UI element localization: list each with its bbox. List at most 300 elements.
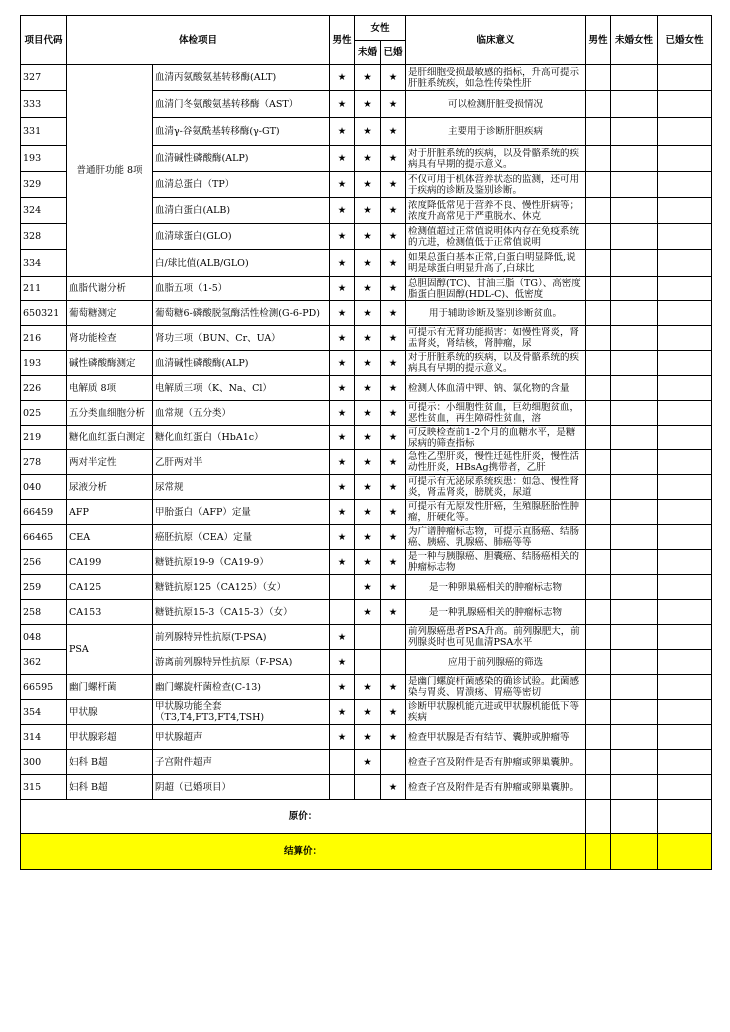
mark-male-cell: ★ <box>330 550 355 575</box>
price-married-female-cell[interactable] <box>658 426 712 450</box>
group-cell-psa: PSA <box>67 625 153 675</box>
price-male-cell[interactable] <box>586 326 611 351</box>
price-male-cell[interactable] <box>586 700 611 725</box>
mark-male-cell: ★ <box>330 198 355 224</box>
group-cell: 妇科 B超 <box>67 775 153 800</box>
price-unmarried-female-cell[interactable] <box>611 401 658 426</box>
header-male-price: 男性 <box>586 16 611 65</box>
price-unmarried-female-cell[interactable] <box>611 351 658 376</box>
clinical-meaning-text: 是一种与胰腺癌、胆囊癌、结肠癌相关的肿瘤标志物 <box>408 551 580 573</box>
price-married-female-cell[interactable] <box>658 250 712 277</box>
price-unmarried-female-cell[interactable] <box>611 550 658 575</box>
price-male-cell[interactable] <box>586 475 611 500</box>
mark-married-cell: ★ <box>381 250 406 277</box>
mark-unmarried-cell: ★ <box>355 700 381 725</box>
mark-married-cell: ★ <box>381 277 406 301</box>
price-male-cell[interactable] <box>586 118 611 146</box>
item-code-cell: 315 <box>21 775 67 800</box>
clinical-meaning-text: 是肝细胞受损最敏感的指标，升高可提示肝脏系统疾，如急性传染性肝 <box>408 66 580 89</box>
price-married-female-cell[interactable] <box>658 550 712 575</box>
table-row <box>21 277 712 301</box>
price-male-cell[interactable] <box>586 301 611 326</box>
clinical-meaning-text: 可提示有无原发性肝癌，生殖腺胚胎性肿瘤，肝硬化等。 <box>408 501 580 523</box>
clinical-meaning-cell <box>406 250 586 277</box>
clinical-meaning-text: 诊断甲状腺机能亢进或甲状腺机能低下等疾病 <box>408 701 580 723</box>
mark-unmarried-cell: ★ <box>355 351 381 376</box>
item-name-cell: 血清门冬氨酸氨基转移酶（AST） <box>153 91 330 118</box>
settlement-price-unmarried-female-cell[interactable] <box>611 834 658 870</box>
price-male-cell[interactable] <box>586 525 611 550</box>
item-code-cell: 66595 <box>21 675 67 700</box>
table-row <box>21 301 712 326</box>
item-code-cell: 048 <box>21 625 67 650</box>
group-cell: CA153 <box>67 600 153 625</box>
item-code-cell: 226 <box>21 376 67 401</box>
price-unmarried-female-cell[interactable] <box>611 525 658 550</box>
item-name-cell: 血清碱性磷酸酶(ALP) <box>153 351 330 376</box>
clinical-meaning-cell <box>406 625 586 650</box>
mark-male-cell <box>330 575 355 600</box>
header-row-1 <box>21 16 712 41</box>
item-code-cell: 258 <box>21 600 67 625</box>
price-unmarried-female-cell[interactable] <box>611 91 658 118</box>
mark-married-cell: ★ <box>381 146 406 172</box>
clinical-meaning-text: 检测值超过正常值说明体内存在免疫系统的亢进，检测值低于正常值说明 <box>408 225 580 248</box>
mark-married-cell: ★ <box>381 700 406 725</box>
price-married-female-cell[interactable] <box>658 450 712 475</box>
mark-married-cell <box>381 625 406 650</box>
price-married-female-cell[interactable] <box>658 775 712 800</box>
price-unmarried-female-cell[interactable] <box>611 725 658 750</box>
item-code-cell: 650321 <box>21 301 67 326</box>
settlement-price-row <box>21 834 712 870</box>
price-married-female-cell[interactable] <box>658 625 712 650</box>
price-unmarried-female-cell[interactable] <box>611 475 658 500</box>
mark-male-cell: ★ <box>330 277 355 301</box>
mark-unmarried-cell: ★ <box>355 600 381 625</box>
price-married-female-cell[interactable] <box>658 172 712 198</box>
price-married-female-cell[interactable] <box>658 725 712 750</box>
price-unmarried-female-cell[interactable] <box>611 625 658 650</box>
item-name-cell: 血常规（五分类） <box>153 401 330 426</box>
table-row <box>21 625 712 650</box>
item-name-cell: 血脂五项（1-5） <box>153 277 330 301</box>
mark-unmarried-cell: ★ <box>355 426 381 450</box>
price-unmarried-female-cell[interactable] <box>611 775 658 800</box>
clinical-meaning-cell <box>406 224 586 250</box>
item-code-cell: 66465 <box>21 525 67 550</box>
table-row <box>21 700 712 725</box>
clinical-meaning-text: 对于肝脏系统的疾病，以及骨骼系统的疾病具有早期的提示意义。 <box>408 147 580 170</box>
price-unmarried-female-cell[interactable] <box>611 450 658 475</box>
price-unmarried-female-cell[interactable] <box>611 500 658 525</box>
mark-unmarried-cell <box>355 775 381 800</box>
mark-married-cell: ★ <box>381 65 406 91</box>
mark-unmarried-cell: ★ <box>355 326 381 351</box>
group-cell: 两对半定性 <box>67 450 153 475</box>
mark-married-cell: ★ <box>381 600 406 625</box>
mark-male-cell: ★ <box>330 224 355 250</box>
clinical-meaning-cell <box>406 700 586 725</box>
price-unmarried-female-cell[interactable] <box>611 750 658 775</box>
header-unmarried-female-price: 未婚女性 <box>611 16 658 65</box>
mark-male-cell: ★ <box>330 146 355 172</box>
clinical-meaning-text: 浓度降低常见于营养不良、慢性肝病等；浓度升高常见于严重脱水、休克 <box>408 199 580 222</box>
mark-male-cell: ★ <box>330 250 355 277</box>
mark-unmarried-cell: ★ <box>355 550 381 575</box>
mark-male-cell: ★ <box>330 650 355 675</box>
item-name-cell: 阴超（已婚项目） <box>153 775 330 800</box>
price-married-female-cell[interactable] <box>658 401 712 426</box>
clinical-meaning-text: 是一种卵巢癌相关的肿瘤标志物 <box>429 581 563 593</box>
price-male-cell[interactable] <box>586 550 611 575</box>
group-cell: 碱性磷酸酶测定 <box>67 351 153 376</box>
clinical-meaning-cell <box>406 118 586 146</box>
item-name-cell: 血清γ-谷氨酰基转移酶(γ-GT) <box>153 118 330 146</box>
mark-unmarried-cell: ★ <box>355 376 381 401</box>
table-row <box>21 475 712 500</box>
clinical-meaning-text: 如果总蛋白基本正常,白蛋白明显降低,说明是球蛋白明显升高了,白球比 <box>408 252 576 274</box>
group-cell: CA199 <box>67 550 153 575</box>
mark-male-cell: ★ <box>330 351 355 376</box>
mark-unmarried-cell: ★ <box>355 500 381 525</box>
mark-unmarried-cell: ★ <box>355 146 381 172</box>
original-price-row <box>21 800 712 834</box>
clinical-meaning-cell <box>406 351 586 376</box>
item-code-cell: 334 <box>21 250 67 277</box>
price-male-cell[interactable] <box>586 675 611 700</box>
clinical-meaning-cell <box>406 575 586 600</box>
item-code-cell: 333 <box>21 91 67 118</box>
item-name-cell: 前列腺特异性抗原(T-PSA) <box>153 625 330 650</box>
price-male-cell[interactable] <box>586 65 611 91</box>
mark-married-cell: ★ <box>381 775 406 800</box>
table-row <box>21 65 712 91</box>
clinical-meaning-text: 可提示有无肾功能损害：如慢性肾炎，肾盂肾炎，肾结核，肾肿瘤，尿 <box>408 327 580 349</box>
mark-male-cell: ★ <box>330 118 355 146</box>
price-unmarried-female-cell[interactable] <box>611 65 658 91</box>
clinical-meaning-text: 前列腺癌患者PSA升高。前列腺肥大，前列腺炎时也可见血清PSA水平 <box>408 626 580 648</box>
clinical-meaning-cell <box>406 326 586 351</box>
group-cell: 糖化血红蛋白测定 <box>67 426 153 450</box>
item-name-cell: 血清球蛋白(GLO) <box>153 224 330 250</box>
table-row <box>21 500 712 525</box>
clinical-meaning-cell <box>406 475 586 500</box>
price-married-female-cell[interactable] <box>658 750 712 775</box>
price-married-female-cell[interactable] <box>658 351 712 376</box>
table-row <box>21 575 712 600</box>
price-married-female-cell[interactable] <box>658 277 712 301</box>
mark-married-cell: ★ <box>381 500 406 525</box>
item-code-cell: 362 <box>21 650 67 675</box>
price-unmarried-female-cell[interactable] <box>611 198 658 224</box>
mark-male-cell: ★ <box>330 675 355 700</box>
item-name-cell: 血清碱性磷酸酶(ALP) <box>153 146 330 172</box>
mark-married-cell: ★ <box>381 351 406 376</box>
price-unmarried-female-cell[interactable] <box>611 600 658 625</box>
group-cell: 尿液分析 <box>67 475 153 500</box>
price-married-female-cell[interactable] <box>658 675 712 700</box>
price-unmarried-female-cell[interactable] <box>611 118 658 146</box>
table-row <box>21 450 712 475</box>
group-cell: 幽门螺杆菌 <box>67 675 153 700</box>
item-name-cell: 血清白蛋白(ALB) <box>153 198 330 224</box>
price-male-cell[interactable] <box>586 376 611 401</box>
price-male-cell[interactable] <box>586 426 611 450</box>
table-row <box>21 401 712 426</box>
price-male-cell[interactable] <box>586 625 611 650</box>
clinical-meaning-text: 应用于前列腺癌的筛选 <box>448 656 544 668</box>
mark-married-cell: ★ <box>381 376 406 401</box>
item-code-cell: 328 <box>21 224 67 250</box>
mark-married-cell: ★ <box>381 172 406 198</box>
mark-unmarried-cell: ★ <box>355 575 381 600</box>
clinical-meaning-text: 急性乙型肝炎，慢性迁延性肝炎，慢性活动性肝炎，HBsAg携带者，乙肝 <box>408 451 580 473</box>
price-unmarried-female-cell[interactable] <box>611 277 658 301</box>
mark-male-cell: ★ <box>330 326 355 351</box>
price-male-cell[interactable] <box>586 725 611 750</box>
mark-unmarried-cell: ★ <box>355 250 381 277</box>
clinical-meaning-cell <box>406 600 586 625</box>
item-name-cell: 血清丙氨酸氨基转移酶(ALT) <box>153 65 330 91</box>
original-price-label: 原价： <box>21 800 586 834</box>
price-married-female-cell[interactable] <box>658 198 712 224</box>
price-male-cell[interactable] <box>586 277 611 301</box>
clinical-meaning-cell <box>406 750 586 775</box>
group-cell: 电解质 8项 <box>67 376 153 401</box>
item-code-cell: 256 <box>21 550 67 575</box>
price-male-cell[interactable] <box>586 600 611 625</box>
item-code-cell: 331 <box>21 118 67 146</box>
price-male-cell[interactable] <box>586 91 611 118</box>
price-unmarried-female-cell[interactable] <box>611 675 658 700</box>
mark-male-cell <box>330 600 355 625</box>
mark-unmarried-cell: ★ <box>355 172 381 198</box>
item-name-cell: 糖链抗原125（CA125）（女） <box>153 575 330 600</box>
clinical-meaning-cell <box>406 65 586 91</box>
mark-unmarried-cell: ★ <box>355 301 381 326</box>
mark-married-cell: ★ <box>381 475 406 500</box>
checkup-table <box>20 15 712 870</box>
mark-male-cell: ★ <box>330 725 355 750</box>
price-unmarried-female-cell[interactable] <box>611 700 658 725</box>
price-male-cell[interactable] <box>586 650 611 675</box>
price-married-female-cell[interactable] <box>658 525 712 550</box>
mark-married-cell: ★ <box>381 725 406 750</box>
clinical-meaning-text: 可以检测肝脏受损情况 <box>448 98 544 110</box>
mark-unmarried-cell: ★ <box>355 401 381 426</box>
item-name-cell: 甲状腺功能全套（T3,T4,FT3,FT4,TSH) <box>153 700 330 725</box>
group-cell: CEA <box>67 525 153 550</box>
price-married-female-cell[interactable] <box>658 600 712 625</box>
mark-married-cell: ★ <box>381 450 406 475</box>
price-male-cell[interactable] <box>586 172 611 198</box>
item-code-cell: 040 <box>21 475 67 500</box>
clinical-meaning-cell <box>406 401 586 426</box>
original-price-married-female-cell[interactable] <box>658 800 712 834</box>
original-price-unmarried-female-cell[interactable] <box>611 800 658 834</box>
mark-married-cell: ★ <box>381 91 406 118</box>
item-code-cell: 193 <box>21 146 67 172</box>
mark-unmarried-cell: ★ <box>355 725 381 750</box>
price-male-cell[interactable] <box>586 750 611 775</box>
table-row <box>21 351 712 376</box>
clinical-meaning-text: 对于肝脏系统的疾病，以及骨骼系统的疾病具有早期的提示意义。 <box>408 352 580 374</box>
header-code: 项目代码 <box>21 16 67 65</box>
mark-unmarried-cell <box>355 625 381 650</box>
mark-male-cell: ★ <box>330 450 355 475</box>
mark-male-cell: ★ <box>330 301 355 326</box>
price-married-female-cell[interactable] <box>658 146 712 172</box>
price-male-cell[interactable] <box>586 450 611 475</box>
clinical-meaning-text: 可提示有无泌尿系统疾患：如急、慢性肾炎，肾盂肾炎，膀胱炎，尿道 <box>408 476 580 498</box>
clinical-meaning-text: 检查甲状腺是否有结节、囊肿或肿瘤等 <box>408 731 570 743</box>
price-unmarried-female-cell[interactable] <box>611 326 658 351</box>
price-male-cell[interactable] <box>586 250 611 277</box>
price-unmarried-female-cell[interactable] <box>611 172 658 198</box>
clinical-meaning-cell <box>406 277 586 301</box>
item-name-cell: 乙肝两对半 <box>153 450 330 475</box>
clinical-meaning-cell <box>406 426 586 450</box>
mark-married-cell <box>381 650 406 675</box>
mark-married-cell: ★ <box>381 224 406 250</box>
clinical-meaning-cell <box>406 675 586 700</box>
price-married-female-cell[interactable] <box>658 301 712 326</box>
price-male-cell[interactable] <box>586 575 611 600</box>
mark-male-cell <box>330 750 355 775</box>
group-cell: 肾功能检查 <box>67 326 153 351</box>
item-name-cell: 尿常规 <box>153 475 330 500</box>
mark-married-cell: ★ <box>381 575 406 600</box>
price-married-female-cell[interactable] <box>658 118 712 146</box>
settlement-price-male-cell[interactable] <box>586 834 611 870</box>
price-married-female-cell[interactable] <box>658 650 712 675</box>
price-married-female-cell[interactable] <box>658 575 712 600</box>
mark-unmarried-cell: ★ <box>355 198 381 224</box>
mark-unmarried-cell: ★ <box>355 224 381 250</box>
mark-married-cell: ★ <box>381 525 406 550</box>
mark-male-cell: ★ <box>330 91 355 118</box>
clinical-meaning-text: 是一种乳腺癌相关的肿瘤标志物 <box>429 606 563 618</box>
mark-married-cell: ★ <box>381 326 406 351</box>
price-male-cell[interactable] <box>586 351 611 376</box>
clinical-meaning-text: 可反映检查前1-2个月的血糖水平，是糖尿病的筛查指标 <box>408 426 576 449</box>
mark-unmarried-cell: ★ <box>355 65 381 91</box>
item-name-cell: 子宫附件超声 <box>153 750 330 775</box>
clinical-meaning-cell <box>406 146 586 172</box>
price-married-female-cell[interactable] <box>658 224 712 250</box>
mark-male-cell: ★ <box>330 401 355 426</box>
mark-married-cell: ★ <box>381 426 406 450</box>
clinical-meaning-text: 检查子宫及附件是否有肿瘤或卵巢囊肿。 <box>408 756 580 768</box>
clinical-meaning-text: 可提示：小细胞性贫血，巨幼细胞贫血，恶性贫血，再生障碍性贫血，溶 <box>408 402 580 424</box>
mark-married-cell: ★ <box>381 550 406 575</box>
clinical-meaning-cell <box>406 525 586 550</box>
group-cell: 妇科 B超 <box>67 750 153 775</box>
item-name-cell: 血清总蛋白（TP） <box>153 172 330 198</box>
mark-unmarried-cell: ★ <box>355 118 381 146</box>
price-unmarried-female-cell[interactable] <box>611 575 658 600</box>
header-meaning: 临床意义 <box>406 16 586 65</box>
item-code-cell: 300 <box>21 750 67 775</box>
price-male-cell[interactable] <box>586 500 611 525</box>
table-row <box>21 376 712 401</box>
clinical-meaning-cell <box>406 91 586 118</box>
price-male-cell[interactable] <box>586 775 611 800</box>
item-name-cell: 白/球比值(ALB/GLO) <box>153 250 330 277</box>
header-item: 体检项目 <box>67 16 330 65</box>
clinical-meaning-cell <box>406 376 586 401</box>
item-code-cell: 324 <box>21 198 67 224</box>
item-name-cell: 甲状腺超声 <box>153 725 330 750</box>
clinical-meaning-cell <box>406 198 586 224</box>
item-code-cell: 314 <box>21 725 67 750</box>
settlement-price-married-female-cell[interactable] <box>658 834 712 870</box>
item-name-cell: 糖链抗原15-3（CA15-3）（女） <box>153 600 330 625</box>
price-married-female-cell[interactable] <box>658 500 712 525</box>
price-married-female-cell[interactable] <box>658 65 712 91</box>
item-code-cell: 216 <box>21 326 67 351</box>
price-married-female-cell[interactable] <box>658 91 712 118</box>
price-unmarried-female-cell[interactable] <box>611 224 658 250</box>
price-unmarried-female-cell[interactable] <box>611 426 658 450</box>
item-code-cell: 329 <box>21 172 67 198</box>
item-code-cell: 193 <box>21 351 67 376</box>
price-married-female-cell[interactable] <box>658 700 712 725</box>
item-name-cell: 糖链抗原19-9（CA19-9） <box>153 550 330 575</box>
mark-married-cell: ★ <box>381 118 406 146</box>
item-name-cell: 癌胚抗原（CEA）定量 <box>153 525 330 550</box>
clinical-meaning-cell <box>406 172 586 198</box>
price-unmarried-female-cell[interactable] <box>611 650 658 675</box>
group-cell: 甲状腺彩超 <box>67 725 153 750</box>
mark-male-cell: ★ <box>330 500 355 525</box>
price-unmarried-female-cell[interactable] <box>611 301 658 326</box>
price-married-female-cell[interactable] <box>658 475 712 500</box>
price-male-cell[interactable] <box>586 224 611 250</box>
clinical-meaning-cell <box>406 450 586 475</box>
header-married: 已婚 <box>381 41 406 65</box>
item-code-cell: 219 <box>21 426 67 450</box>
mark-unmarried-cell: ★ <box>355 525 381 550</box>
clinical-meaning-text: 检查子宫及附件是否有肿瘤或卵巢囊肿。 <box>408 781 580 793</box>
price-unmarried-female-cell[interactable] <box>611 250 658 277</box>
group-cell: 甲状腺 <box>67 700 153 725</box>
group-cell: CA125 <box>67 575 153 600</box>
item-code-cell: 259 <box>21 575 67 600</box>
table-row <box>21 600 712 625</box>
price-male-cell[interactable] <box>586 401 611 426</box>
mark-unmarried-cell: ★ <box>355 450 381 475</box>
table-row <box>21 750 712 775</box>
header-male: 男性 <box>330 16 355 65</box>
clinical-meaning-cell <box>406 500 586 525</box>
item-code-cell: 354 <box>21 700 67 725</box>
item-name-cell: 甲胎蛋白（AFP）定量 <box>153 500 330 525</box>
mark-married-cell: ★ <box>381 198 406 224</box>
price-unmarried-female-cell[interactable] <box>611 146 658 172</box>
group-cell: 葡萄糖测定 <box>67 301 153 326</box>
price-unmarried-female-cell[interactable] <box>611 376 658 401</box>
original-price-male-cell[interactable] <box>586 800 611 834</box>
price-married-female-cell[interactable] <box>658 326 712 351</box>
item-code-cell: 66459 <box>21 500 67 525</box>
clinical-meaning-cell <box>406 301 586 326</box>
item-code-cell: 327 <box>21 65 67 91</box>
price-male-cell[interactable] <box>586 198 611 224</box>
price-male-cell[interactable] <box>586 146 611 172</box>
price-married-female-cell[interactable] <box>658 376 712 401</box>
